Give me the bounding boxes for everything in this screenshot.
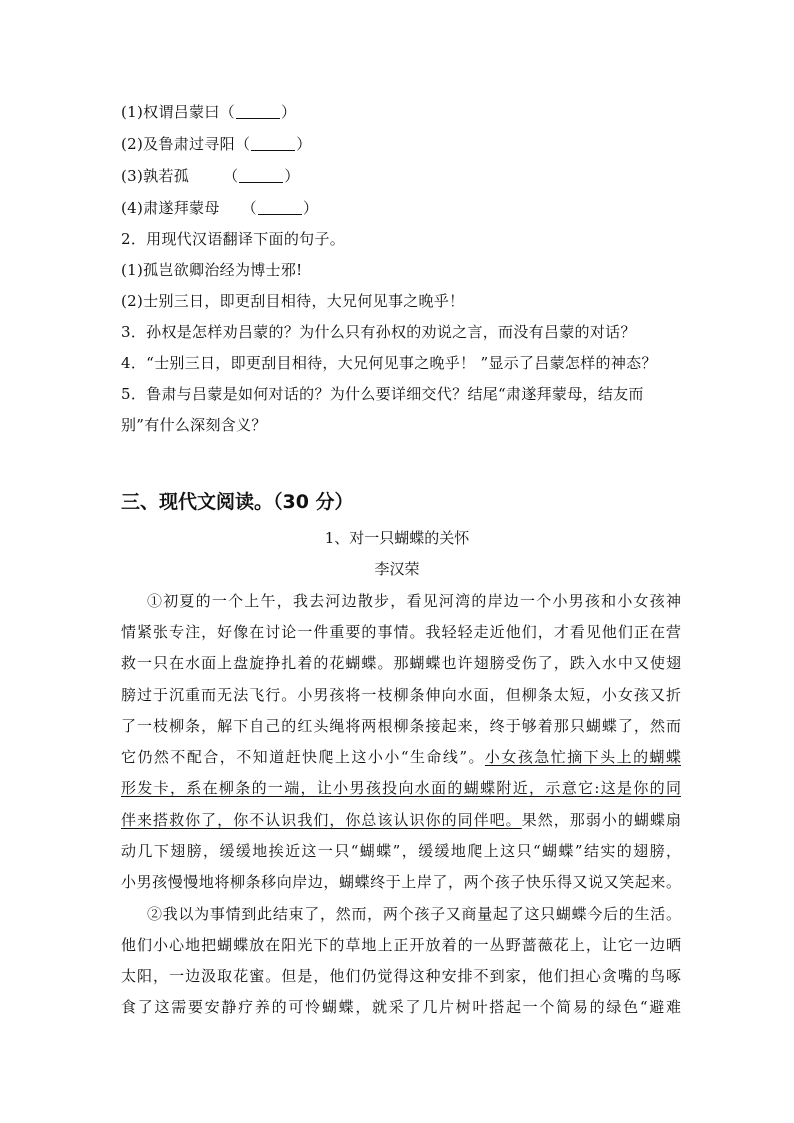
passage-line: 小男孩慢慢地将柳条移向岸边，蝴蝶终于上岸了，两个孩子快乐得又说又笑起来。 — [121, 873, 681, 891]
passage-line: 太阳，一边汲取花蜜。但是，他们仍觉得这种安排不到家，他们担心贪嘴的鸟啄 — [121, 967, 681, 985]
passage-line — [121, 778, 681, 798]
answer-blank[interactable] — [239, 168, 283, 183]
passage-line: 膀过于沉重而无法飞行。小男孩将一枝柳条伸向水面，但柳条太短，小女孩又折 — [121, 686, 681, 704]
section-heading: 三、现代文阅读。（30 分） — [121, 491, 354, 513]
bracket-close: ） — [296, 135, 312, 153]
question-4: 4．“士别三日，即更刮目相待，大兄何见事之晚乎！ ”显示了吕蒙怎样的神态？ — [121, 354, 657, 372]
question-1-item-2 — [121, 134, 681, 154]
question-1-item-3 — [121, 166, 681, 186]
item-text: (1)权谓吕蒙曰（ — [121, 103, 235, 121]
passage-line — [121, 810, 681, 830]
item-text: (2)及鲁肃过寻阳（ — [121, 135, 251, 153]
passage-line: ②我以为事情到此结束了，然而，两个孩子又商量起了这只蝴蝶今后的生活。 — [147, 905, 681, 923]
passage-line: 他们小心地把蝴蝶放在阳光下的草地上正开放着的一丛野蔷薇花上，让它一边晒 — [121, 936, 681, 954]
passage-text: 它仍然不配合，不知道赶快爬上这小小“生命线”。 — [121, 748, 485, 766]
answer-blank[interactable] — [251, 136, 295, 151]
article-title: 1、对一只蝴蝶的关怀 — [324, 529, 470, 547]
question-2: 2．用现代汉语翻译下面的句子。 — [121, 230, 346, 248]
question-2-item-2: (2)士别三日，即更刮目相待，大兄何见事之晚乎！ — [121, 292, 465, 310]
passage-line: 了一枝柳条，解下自己的红头绳将两根柳条接起来，终于够着那只蝴蝶了，然而 — [121, 717, 681, 735]
passage-line — [121, 747, 681, 767]
question-5-line-2: 别”有什么深刻含义？ — [121, 416, 267, 434]
passage-line: ①初夏的一个上午，我去河边散步，看见河湾的岸边一个小男孩和小女孩神 — [147, 592, 681, 610]
passage-text: 果然，那弱小的蝴蝶扇 — [521, 811, 681, 829]
article-author: 李汉荣 — [374, 560, 420, 578]
item-text: (3)孰若孤 — [121, 167, 190, 185]
underlined-sentence: 小女孩急忙摘下头上的蝴蝶 — [484, 748, 681, 766]
question-3: 3．孙权是怎样劝吕蒙的？为什么只有孙权的劝说之言，而没有吕蒙的对话？ — [121, 323, 636, 341]
passage-line: 情紧张专注，好像在讨论一件重要的事情。我轻轻走近他们，才看见他们正在营 — [121, 623, 681, 641]
answer-blank[interactable] — [258, 200, 302, 215]
question-5-line-1: 5．鲁肃与吕蒙是如何对话的？为什么要详细交代？结尾“肃遂拜蒙母，结友而 — [121, 385, 644, 403]
question-1-item-4 — [121, 198, 681, 218]
item-text: (4)肃遂拜蒙母 — [121, 199, 220, 217]
bracket-close: ） — [280, 103, 297, 121]
question-1-item-1 — [121, 102, 681, 122]
bracket-open: （ — [223, 167, 239, 185]
bracket-open: （ — [241, 199, 257, 217]
passage-line: 救一只在水面上盘旋挣扎着的花蝴蝶。那蝴蝶也许翅膀受伤了，跌入水中又使翅 — [121, 654, 681, 672]
passage-line: 动几下翅膀，缓缓地挨近这一只“蝴蝶”，缓缓地爬上这只“蝴蝶”结实的翅膀， — [121, 842, 681, 860]
passage-line: 食了这需要安静疗养的可怜蝴蝶，就采了几片树叶搭起一个简易的绿色“避难 — [121, 998, 681, 1016]
bracket-close: ） — [284, 167, 300, 185]
underlined-sentence: 伴来搭救你了，你不认识我们，你总该认识你的同伴吧。 — [121, 811, 522, 829]
answer-blank[interactable] — [236, 104, 280, 119]
underlined-sentence: 形发卡，系在柳条的一端，让小男孩投向水面的蝴蝶附近，示意它:这是你的同 — [121, 779, 681, 797]
question-2-item-1: (1)孤岂欲卿治经为博士邪! — [121, 261, 303, 279]
bracket-close: ） — [302, 199, 319, 217]
